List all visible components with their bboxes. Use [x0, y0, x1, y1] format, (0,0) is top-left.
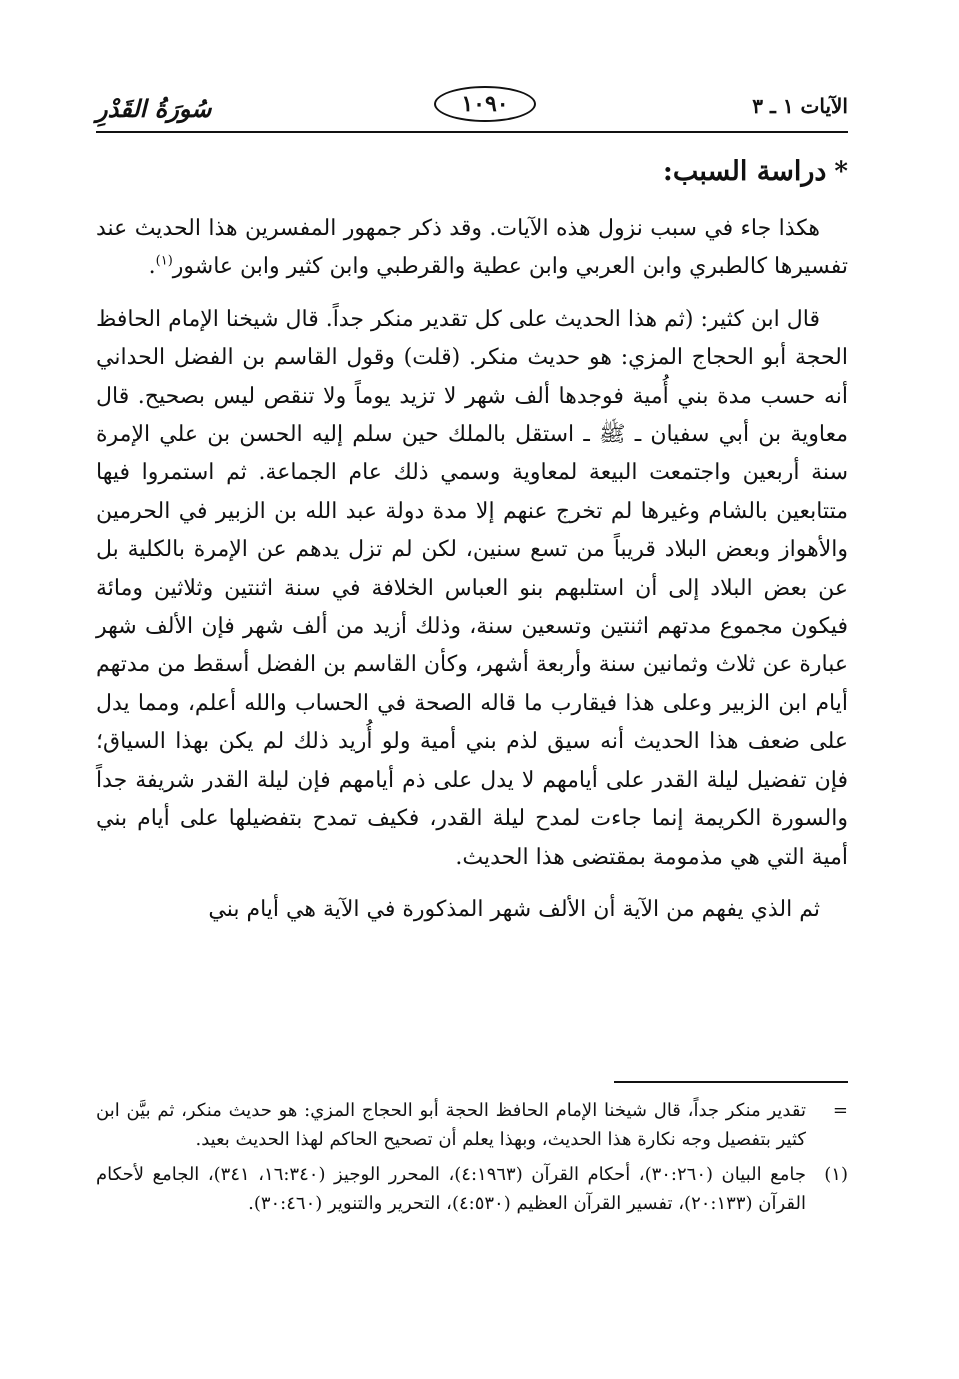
- footnote-divider: [614, 1081, 848, 1083]
- paragraph-intro-end: .: [148, 254, 156, 280]
- surah-name: سُورَةُ القَدْرِ: [96, 94, 212, 123]
- footnote-text: تقدير منكر جداً، قال شيخنا الإمام الحافظ الحجة أبو الحجاج المزي: هو حديث منكر، ثم بيَّن ابن كثير بتفصيل وجه نكارة هذا الحديث، وبهذا يعلم أن تصحيح الحاكم لهذا الحديث بعيد.: [96, 1100, 806, 1150]
- star-bullet-icon: *: [834, 157, 848, 187]
- paragraph-intro-text: هكذا جاء في سبب نزول هذه الآيات. وقد ذكر جمهور المفسرين هذا الحديث عند تفسيرها كالطبري وابن العربي وابن عطية والقرطبي وابن كثير وابن عاشور: [96, 216, 848, 280]
- page-number: ١٠٩٠: [434, 86, 536, 122]
- footnote-marker: =: [832, 1100, 848, 1121]
- verses-label: الآيات ١ ـ ٣: [752, 94, 848, 118]
- paragraph-ibn-kathir-quote: قال ابن كثير: (ثم هذا الحديث على كل تقدير منكر جداً. قال شيخنا الإمام الحافظ الحجة أبو الحجاج المزي: هو حديث منكر. (قلت) وقول القاسم بن الفضل الحداني أنه حسب مدة بني أُمية فوجدها ألف شهر لا تزيد يوماً ولا تنقص ليس بصحيح. قال معاوية بن أبي سفيان ـ ﷺ ـ استقل بالملك حين سلم إليه الحسن بن علي الإمرة سنة أربعين واجتمعت البيعة لمعاوية وسمي ذلك عام الجماعة. ثم استمروا فيها متتابعين بالشام وغيرها لم تخرج عنهم إلا مدة دولة عبد الله بن الزبير في الحرمين والأهواز وبعض البلاد قريباً من تسع سنين، لكن لم تزل يدهم عن الإمرة بالكلية بل عن بعض البلاد إلى أن استلبهم بنو العباس الخلافة في سنة اثنتين وثلاثين ومائة فيكون مجموع مدتهم اثنتين وتسعين سنة، وذلك أزيد من ألف شهر فإن الألف شهر عبارة عن ثلاث وثمانين سنة وأربعة أشهر، وكأن القاسم بن الفضل أسقط من مدتهم أيام ابن الزبير وعلى هذا فيقارب ما قاله الصحة في الحساب والله أعلم، ومما يدل على ضعف هذا الحديث أنه سيق لذم بني أمية ولو أُريد ذلك لم يكن بهذا السياق؛ فإن تفضيل ليلة القدر على أيامهم لا يدل على ذم أيامهم فإن ليلة القدر شريفة جداً والسورة الكريمة إنما جاءت لمدح ليلة القدر، فكيف تمدح بتفضيلها على أيام بني أمية التي هي مذمومة بمقتضى هذا الحديث.: [96, 306, 848, 870]
- section-heading: [96, 146, 848, 198]
- paragraph-intro: [96, 210, 848, 287]
- section-title: دراسة السبب:: [662, 156, 827, 187]
- footnote-marker: (١): [824, 1164, 848, 1185]
- main-text: [96, 146, 848, 929]
- footnote-text: جامع البيان (٣٠:٢٦٠)، أحكام القرآن (٤:١٩٦٣)، المحرر الوجيز (١٦:٣٤٠، ٣٤١)، الجامع لأحكام القرآن (٢٠:١٣٣)، تفسير القرآن العظيم (٤:٥٣٠)، التحرير والتنوير (٣٠:٤٦٠).: [96, 1164, 806, 1214]
- header-divider: [96, 131, 848, 133]
- footnote-1: [96, 1160, 848, 1218]
- running-header: [96, 86, 848, 126]
- footnotes: [96, 1096, 848, 1218]
- footnote-reference: (١): [155, 254, 173, 270]
- footnote-continued: [96, 1096, 848, 1154]
- paragraph-continuation: ثم الذي يفهم من الآية أن الألف شهر المذكورة في الآية هي أيام بني: [208, 896, 820, 922]
